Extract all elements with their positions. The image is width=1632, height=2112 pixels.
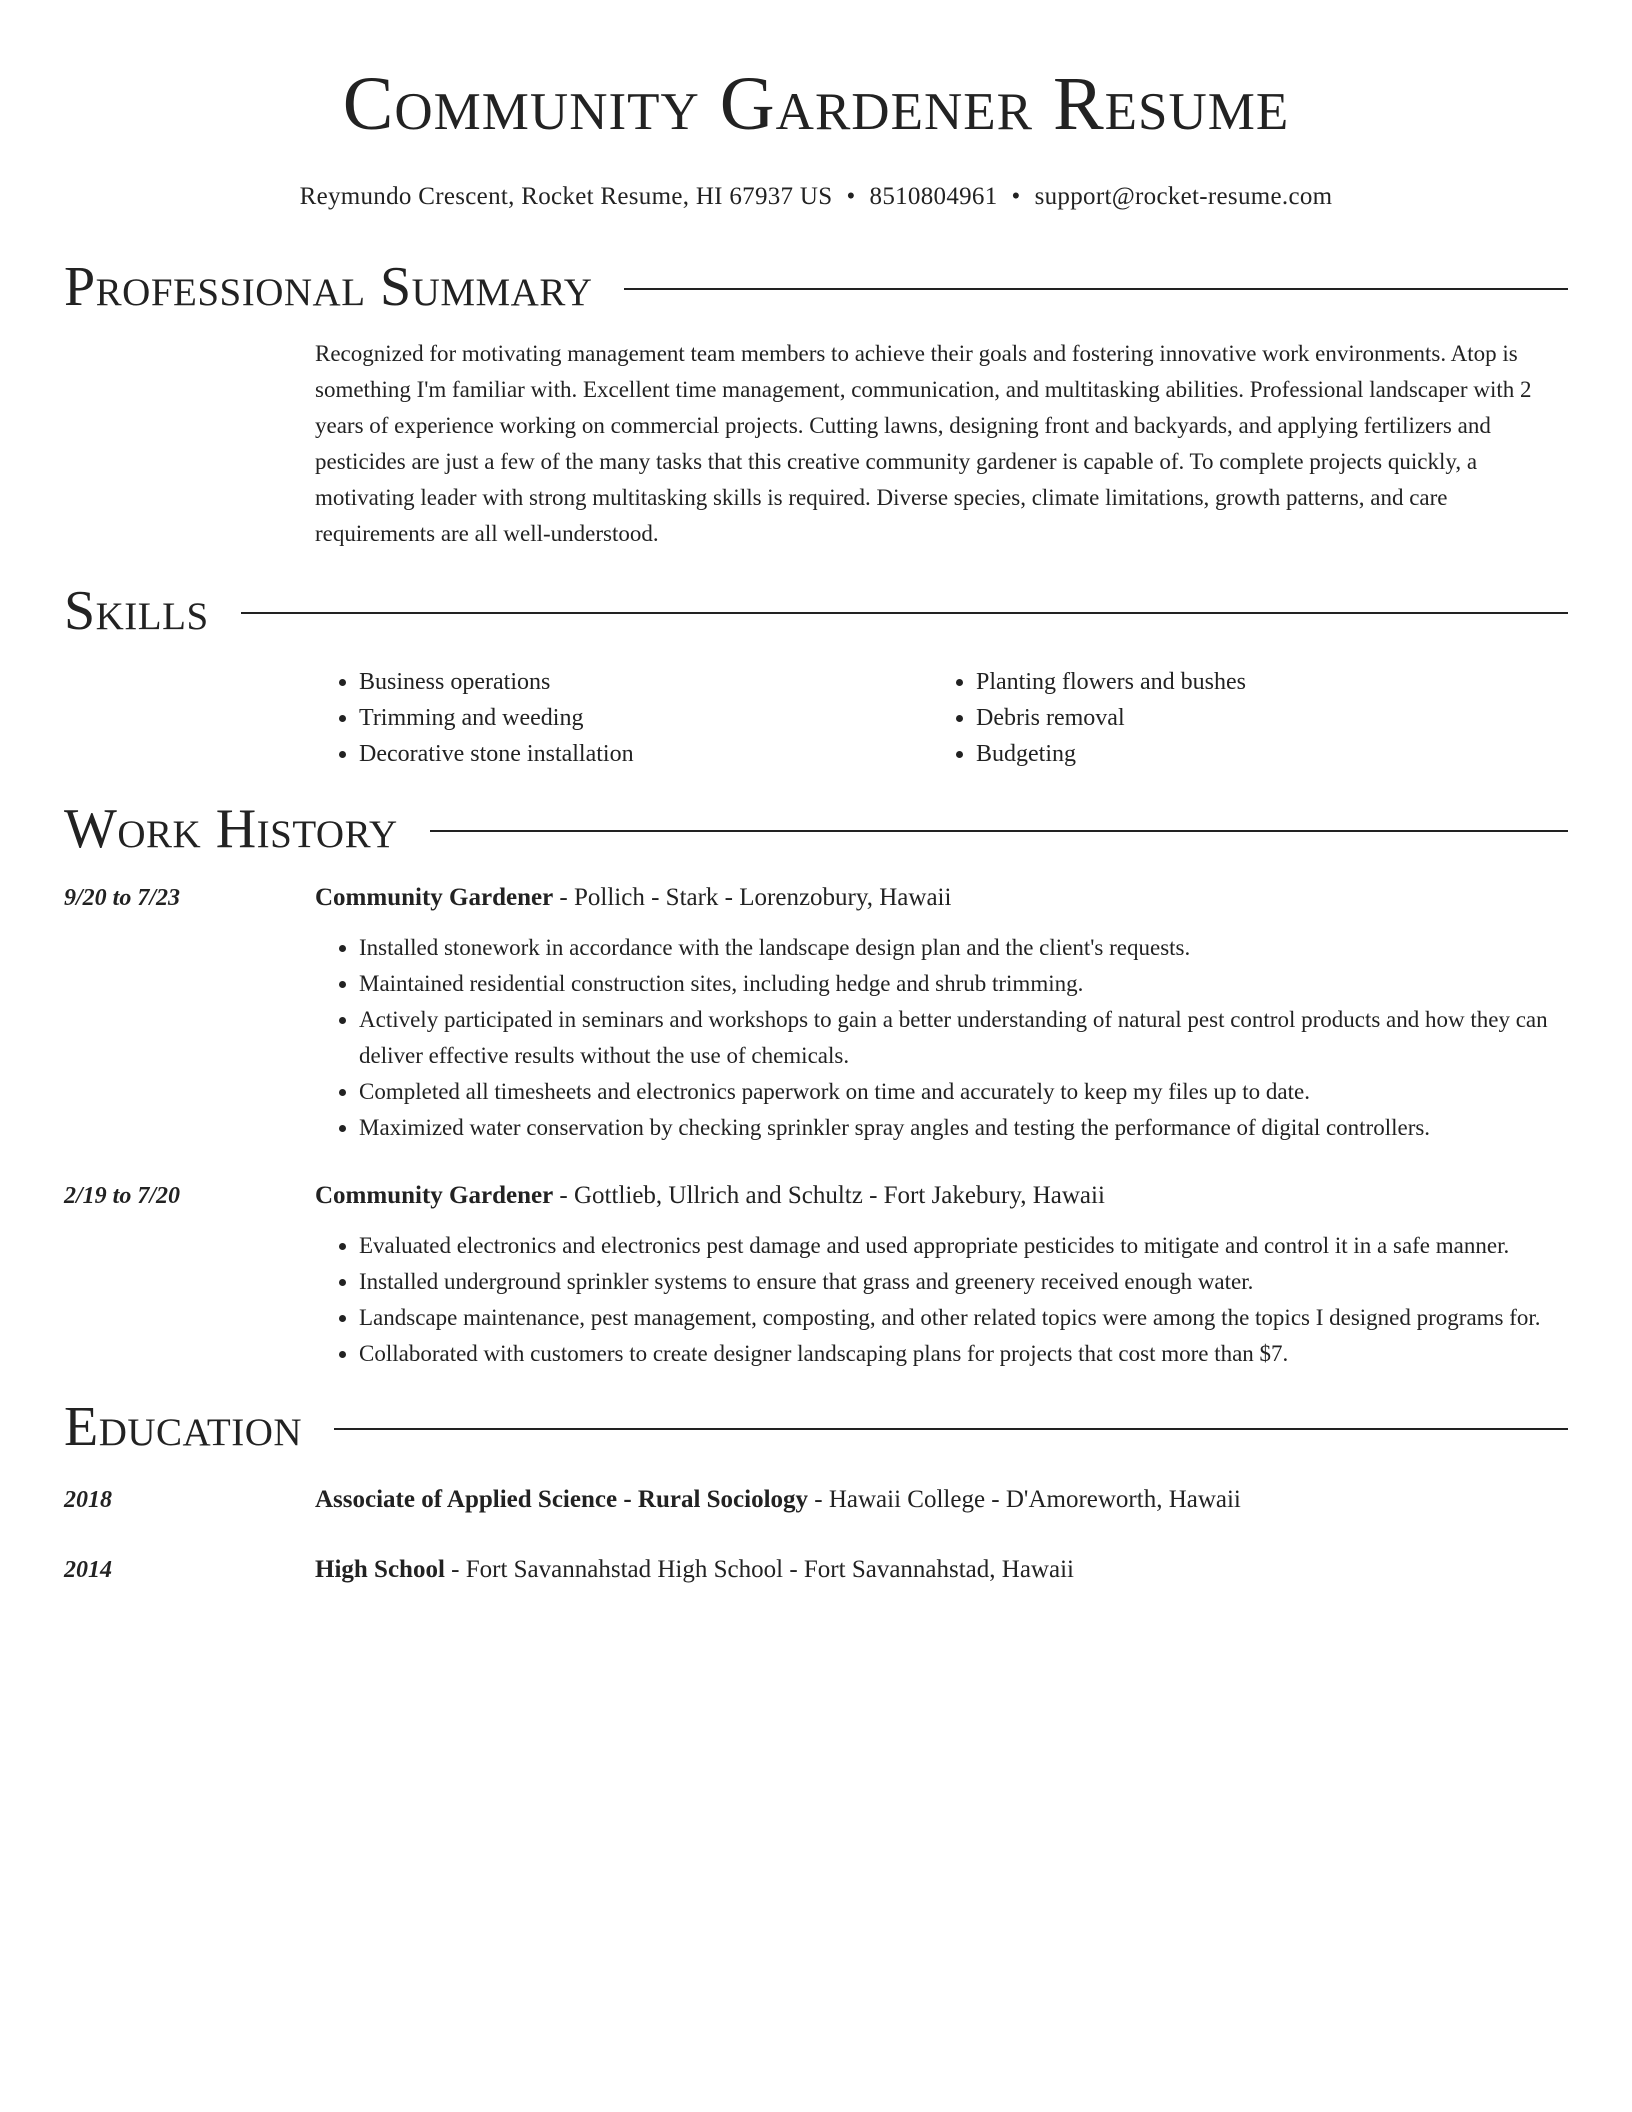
education-section-header	[64, 1394, 1568, 1460]
job-bullet: • Evaluated electronics and electronics pest damage and used appropriate pesticides to mitigate and control it in a safe manner.	[359, 1228, 1568, 1264]
contact-address: Reymundo Crescent, Rocket Resume, HI 67937 US	[299, 183, 833, 210]
contact-line	[64, 182, 1568, 212]
education-line	[315, 1552, 1568, 1588]
resume-title: Community Gardener Resume	[342, 62, 1290, 146]
skill-item: • Planting flowers and bushes	[976, 664, 1549, 700]
job-bullets	[315, 1228, 1568, 1372]
skill-item: • Decorative stone installation	[359, 736, 932, 772]
job-entry	[64, 880, 1568, 1146]
education-year: 2014	[64, 1557, 112, 1583]
job-bullet: • Collaborated with customers to create designer landscaping plans for projects that cost more than $7.	[359, 1336, 1568, 1372]
job-bullets	[315, 930, 1568, 1146]
skills-column-left	[315, 664, 932, 772]
contact-separator: •	[846, 183, 856, 210]
skill-item: • Business operations	[359, 664, 932, 700]
job-bullet: • Installed stonework in accordance with the landscape design plan and the client's requests.	[359, 930, 1568, 966]
job-title: Community Gardener	[315, 1182, 554, 1209]
skill-item: • Budgeting	[976, 736, 1549, 772]
summary-heading: Professional Summary	[64, 256, 593, 318]
job-bullet: • Maximized water conservation by checking sprinkler spray angles and testing the performance of digital controllers.	[359, 1110, 1568, 1146]
contact-separator: •	[1011, 183, 1021, 210]
job-entry	[64, 1178, 1568, 1372]
contact-email: support@rocket-resume.com	[1034, 183, 1333, 210]
education-details: - Hawaii College - D'Amoreworth, Hawaii	[808, 1486, 1241, 1513]
job-dates: 2/19 to 7/20	[64, 1183, 181, 1209]
education-entry	[64, 1552, 1568, 1588]
education-entry	[64, 1482, 1568, 1518]
skills-list	[315, 664, 1568, 772]
skills-column-right	[932, 664, 1549, 772]
job-body	[315, 1178, 1568, 1372]
skills-section-header	[64, 578, 1568, 644]
education-details: - Fort Savannahstad High School - Fort Savannahstad, Hawaii	[444, 1556, 1074, 1583]
job-details: - Pollich - Stark - Lorenzobury, Hawaii	[553, 884, 952, 911]
section-divider	[430, 830, 1568, 832]
work-heading: Work History	[64, 798, 398, 860]
job-title-line	[315, 880, 1568, 916]
job-dates: 9/20 to 7/23	[64, 885, 181, 911]
section-divider	[334, 1428, 1568, 1430]
work-section-header	[64, 796, 1568, 862]
education-heading: Education	[64, 1396, 303, 1458]
skills-heading: Skills	[64, 580, 209, 642]
education-year: 2018	[64, 1487, 112, 1513]
job-title-line	[315, 1178, 1568, 1214]
education-body	[315, 1552, 1568, 1588]
section-divider	[624, 288, 1568, 290]
contact-phone: 8510804961	[869, 183, 998, 210]
skill-item: • Trimming and weeding	[359, 700, 932, 736]
job-bullet: • Installed underground sprinkler systems to ensure that grass and greenery received enough water.	[359, 1264, 1568, 1300]
summary-section-header	[64, 254, 1568, 320]
job-bullet: • Maintained residential construction sites, including hedge and shrub trimming.	[359, 966, 1568, 1002]
job-body	[315, 880, 1568, 1146]
job-bullet: • Landscape maintenance, pest management, composting, and other related topics were among the topics I designed programs for.	[359, 1300, 1568, 1336]
job-bullet: • Actively participated in seminars and workshops to gain a better understanding of natural pest control products and how they can deliver effective results without the use of chemicals.	[359, 1002, 1568, 1074]
skill-item: • Debris removal	[976, 700, 1549, 736]
education-line	[315, 1482, 1568, 1518]
education-degree: Associate of Applied Science - Rural Sociology	[315, 1486, 809, 1513]
section-divider	[241, 612, 1568, 614]
summary-text: Recognized for motivating management team members to achieve their goals and fostering innovative work environments. Atop is something I'm familiar with. Excellent time management, communication, and multitasking abilities. Professional landscaper with 2 years of experience working on commercial projects. Cutting lawns, designing front and backyards, and applying fertilizers and pesticides are just a few of the many tasks that this creative community gardener is capable of. To complete projects quickly, a motivating leader with strong multitasking skills is required. Diverse species, climate limitations, growth patterns, and care requirements are all well-understood.	[315, 341, 1532, 546]
education-degree: High School	[315, 1556, 445, 1583]
job-title: Community Gardener	[315, 884, 554, 911]
job-details: - Gottlieb, Ullrich and Schultz - Fort Jakebury, Hawaii	[553, 1182, 1105, 1209]
job-bullet: • Completed all timesheets and electronics paperwork on time and accurately to keep my files up to date.	[359, 1074, 1568, 1110]
education-body	[315, 1482, 1568, 1518]
